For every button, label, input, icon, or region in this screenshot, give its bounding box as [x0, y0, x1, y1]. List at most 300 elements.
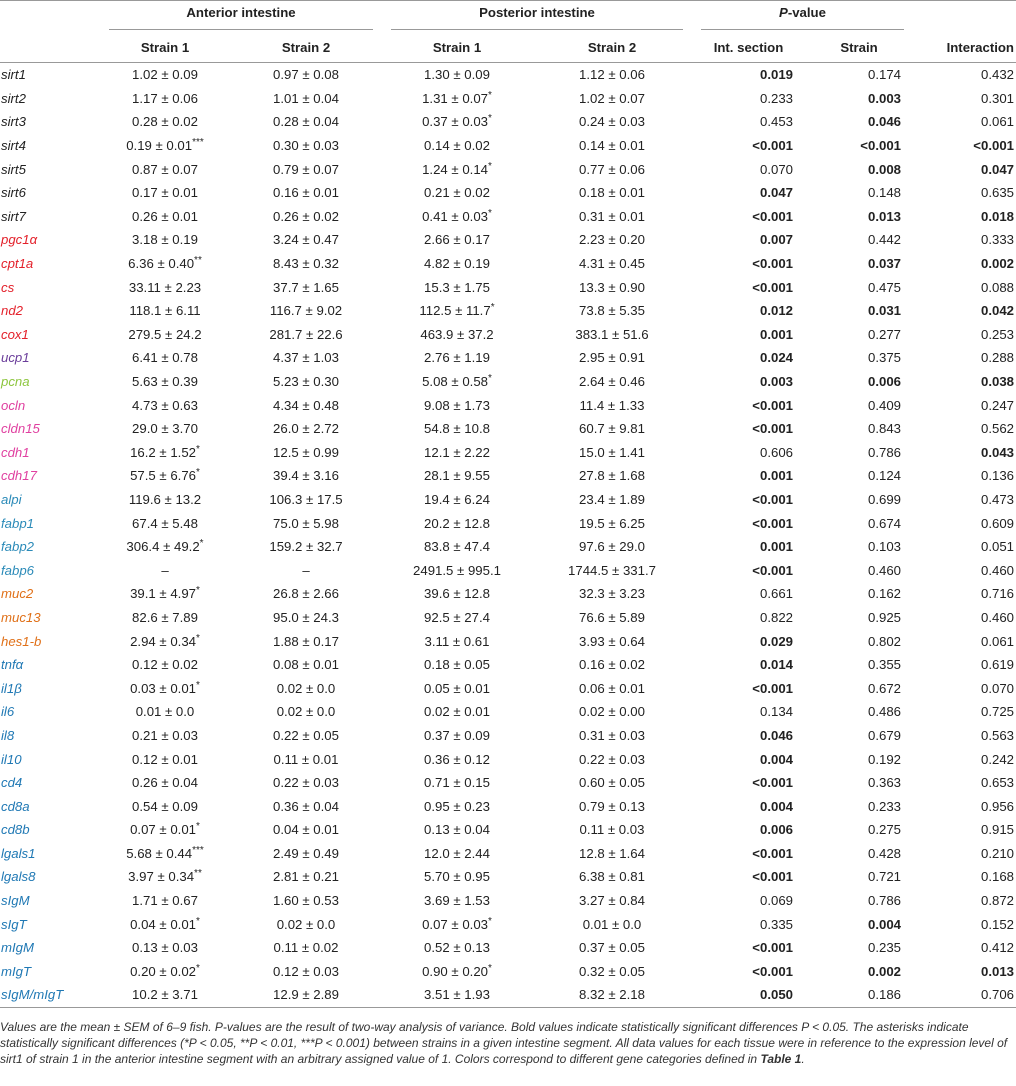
pvalue-interaction-cell: 0.038	[980, 374, 1014, 390]
anterior-strain1-cell: 6.36 ± 0.40**	[128, 255, 202, 272]
posterior-strain1-cell: 2491.5 ± 995.1	[413, 562, 501, 578]
anterior-strain2-cell: 0.12 ± 0.03	[273, 963, 339, 979]
posterior-strain1-cell: 1.24 ± 0.14*	[422, 160, 492, 177]
posterior-strain2-cell: 23.4 ± 1.89	[579, 491, 645, 507]
posterior-strain2-cell: 0.31 ± 0.03	[579, 727, 645, 743]
table-row	[0, 87, 1016, 111]
pvalue-interaction-cell: 0.136	[980, 468, 1014, 484]
anterior-strain2-cell: 8.43 ± 0.32	[273, 256, 339, 272]
pvalue-int-section-cell: 0.001	[759, 468, 793, 484]
pvalue-strain-cell: 0.004	[867, 916, 901, 932]
posterior-strain2-cell: 0.14 ± 0.01	[579, 138, 645, 154]
posterior-strain2-cell: 0.02 ± 0.00	[579, 704, 645, 720]
posterior-strain1-cell: 0.41 ± 0.03*	[422, 207, 492, 224]
anterior-strain2-cell: 2.49 ± 0.49	[273, 845, 339, 861]
pvalue-int-section-cell: 0.014	[759, 657, 793, 673]
gene-cell: mIgT	[1, 963, 32, 979]
table-row	[0, 629, 1016, 653]
gene-cell: il1β	[1, 680, 22, 696]
anterior-strain2-cell: 1.01 ± 0.04	[273, 90, 339, 106]
pvalue-interaction-cell: 0.956	[980, 798, 1014, 814]
posterior-strain1-cell: 19.4 ± 6.24	[424, 491, 490, 507]
pvalue-strain-cell: 0.699	[867, 491, 901, 507]
posterior-strain2-cell: 0.79 ± 0.13	[579, 798, 645, 814]
anterior-strain2-cell: 0.28 ± 0.04	[273, 114, 339, 130]
anterior-strain1-cell: 0.26 ± 0.04	[132, 775, 198, 791]
anterior-strain2-cell: 12.5 ± 0.99	[273, 444, 339, 460]
anterior-strain2-cell: 1.88 ± 0.17	[273, 633, 339, 649]
posterior-strain1-cell: 0.18 ± 0.05	[424, 657, 490, 673]
pvalue-interaction-cell: 0.247	[980, 397, 1014, 413]
posterior-strain2-cell: 60.7 ± 9.81	[579, 421, 645, 437]
posterior-strain1-cell: 12.0 ± 2.44	[424, 845, 490, 861]
posterior-strain1-cell: 3.51 ± 1.93	[382, 983, 532, 1007]
pvalue-interaction-cell: 0.061	[980, 114, 1014, 130]
posterior-strain1-cell: 12.1 ± 2.22	[424, 444, 490, 460]
anterior-strain1-cell: 118.1 ± 6.11	[129, 303, 201, 319]
pvalue-interaction-cell: 0.242	[980, 751, 1014, 767]
posterior-strain2-cell: 12.8 ± 1.64	[579, 845, 645, 861]
table-row	[0, 535, 1016, 559]
pvalue-strain-cell: 0.192	[867, 751, 901, 767]
table-row	[0, 205, 1016, 229]
posterior-strain1-cell: 0.95 ± 0.23	[424, 798, 490, 814]
pvalue-int-section-cell: 0.046	[759, 727, 793, 743]
pvalue-int-section-cell: <0.001	[752, 256, 793, 272]
table-row	[0, 370, 1016, 394]
posterior-strain1-cell: 5.70 ± 0.95	[424, 869, 490, 885]
significance-asterisk: *	[196, 632, 200, 644]
pvalue-strain-cell: 0.046	[867, 114, 901, 130]
posterior-strain2-cell: 4.31 ± 0.45	[579, 256, 645, 272]
pvalue-int-section-cell: 0.606	[759, 444, 793, 460]
pvalue-strain-cell: 0.275	[867, 822, 901, 838]
anterior-strain1-cell: 0.28 ± 0.02	[132, 114, 198, 130]
posterior-strain2-cell: 6.38 ± 0.81	[579, 869, 645, 885]
anterior-strain1-cell: 4.73 ± 0.63	[132, 397, 198, 413]
pvalue-interaction-cell: 0.635	[980, 185, 1014, 201]
posterior-strain1-cell: 2.76 ± 1.19	[424, 350, 490, 366]
pvalue-strain-cell: 0.174	[867, 67, 901, 83]
table-row	[0, 842, 1016, 866]
gene-cell: il8	[1, 727, 15, 743]
table-row	[0, 110, 1016, 134]
posterior-strain2-cell: 8.32 ± 2.18	[532, 983, 692, 1007]
pvalue-int-section-cell: 0.822	[759, 609, 793, 625]
pvalue-interaction-cell: 0.460	[980, 609, 1014, 625]
posterior-strain1-cell: 0.52 ± 0.13	[424, 940, 490, 956]
significance-asterisk: *	[488, 207, 492, 219]
significance-asterisk: *	[199, 538, 204, 550]
pvalue-interaction-cell: 0.210	[980, 845, 1014, 861]
anterior-strain1-cell: 0.03 ± 0.01*	[130, 679, 200, 696]
anterior-strain2-cell: 4.34 ± 0.48	[273, 397, 339, 413]
posterior-strain2-cell: 0.16 ± 0.02	[579, 657, 645, 673]
gene-cell: cd8b	[1, 822, 30, 838]
posterior-strain1-cell: 1.31 ± 0.07*	[422, 89, 492, 106]
pvalue-interaction-cell: 0.018	[980, 208, 1014, 224]
gene-cell: mIgM	[1, 940, 34, 956]
posterior-strain1-cell: 3.11 ± 0.61	[424, 633, 490, 649]
significance-asterisk: *	[196, 679, 200, 691]
posterior-strain1-cell: 0.21 ± 0.02	[424, 185, 490, 201]
pvalue-interaction-cell: 0.301	[980, 90, 1014, 106]
col-header-int-section: Int. section	[692, 33, 805, 63]
anterior-strain1-cell: 0.87 ± 0.07	[132, 161, 198, 177]
anterior-strain2-cell: 2.81 ± 0.21	[273, 869, 339, 885]
gene-cell: muc13	[1, 609, 41, 625]
significance-asterisk: **	[194, 255, 202, 267]
anterior-strain1-cell: 29.0 ± 3.70	[132, 421, 198, 437]
col-header-interaction: Interaction	[913, 33, 1016, 63]
pvalue-interaction-cell: 0.653	[980, 775, 1014, 791]
pvalue-strain-cell: 0.148	[867, 185, 901, 201]
table-footnote: Values are the mean ± SEM of 6–9 fish. P-values are the result of two-way analysis of variance. Bold values indicate statistically significant differences P < 0.05. The asterisks indicate statistically significant differences (*P < 0.05, **P < 0.01, ***P < 0.001) between strains in a given intestine segment. All data values for each tissue were in reference to the expression level of sirt1 of strain 1 in the anterior intestine segment with an arbitrary assigned value of 1. Colors correspond to different gene categories defined in Table 1.	[0, 1020, 1008, 1066]
posterior-strain2-cell: 32.3 ± 3.23	[579, 586, 645, 602]
gene-cell: sirt4	[1, 138, 26, 154]
pvalue-int-section-cell: <0.001	[752, 208, 793, 224]
table-row	[0, 157, 1016, 181]
table-row	[0, 936, 1016, 960]
pvalue-strain-cell: 0.721	[867, 869, 901, 885]
anterior-strain2-cell: 1.60 ± 0.53	[273, 893, 339, 909]
anterior-strain1-cell: 3.18 ± 0.19	[132, 232, 198, 248]
pvalue-interaction-cell: 0.061	[980, 633, 1014, 649]
anterior-strain2-cell: 0.04 ± 0.01	[273, 822, 339, 838]
pvalue-strain-cell: 0.031	[867, 303, 901, 319]
table-row	[0, 417, 1016, 441]
pvalue-int-section-cell: <0.001	[752, 397, 793, 413]
gene-cell: ucp1	[1, 350, 30, 366]
posterior-strain1-cell: 2.66 ± 0.17	[424, 232, 490, 248]
anterior-strain2-cell: 106.3 ± 17.5	[269, 491, 343, 507]
posterior-strain1-cell: 0.71 ± 0.15	[424, 775, 490, 791]
pvalue-interaction-cell: 0.288	[980, 350, 1014, 366]
anterior-strain2-cell: 281.7 ± 22.6	[269, 326, 343, 342]
pvalue-interaction-cell: 0.473	[980, 491, 1014, 507]
anterior-strain2-cell: 0.36 ± 0.04	[273, 798, 339, 814]
anterior-strain1-cell: 0.01 ± 0.0	[135, 704, 195, 720]
group-header-posterior: Posterior intestine	[382, 1, 692, 34]
pvalue-int-section-cell: 0.012	[759, 303, 793, 319]
significance-asterisk: *	[196, 443, 200, 455]
anterior-strain1-cell: 3.97 ± 0.34**	[128, 868, 202, 885]
posterior-strain1-cell: 9.08 ± 1.73	[424, 397, 490, 413]
pvalue-int-section-cell: 0.453	[759, 114, 793, 130]
anterior-strain1-cell: 57.5 ± 6.76*	[130, 467, 200, 484]
pvalue-strain-cell: 0.008	[867, 161, 901, 177]
posterior-strain1-cell: 1.30 ± 0.09	[424, 67, 490, 83]
posterior-strain2-cell: 0.06 ± 0.01	[579, 680, 645, 696]
pvalue-strain-cell: 0.235	[867, 940, 901, 956]
posterior-strain2-cell: 0.77 ± 0.06	[579, 161, 645, 177]
posterior-strain2-cell: 97.6 ± 29.0	[579, 539, 645, 555]
pvalue-int-section-cell: <0.001	[752, 421, 793, 437]
anterior-strain1-cell: 0.04 ± 0.01*	[130, 915, 200, 932]
significance-asterisk: **	[194, 868, 202, 880]
anterior-strain2-cell: 116.7 ± 9.02	[269, 303, 343, 319]
gene-cell: cd8a	[1, 798, 30, 814]
pvalue-int-section-cell: 0.007	[759, 232, 793, 248]
posterior-strain2-cell: 15.0 ± 1.41	[579, 444, 645, 460]
gene-cell: pgc1α	[1, 232, 38, 248]
pvalue-interaction-cell: 0.253	[980, 326, 1014, 342]
posterior-strain1-cell: 83.8 ± 47.4	[424, 539, 490, 555]
significance-asterisk: *	[488, 373, 492, 385]
posterior-strain1-cell: 5.08 ± 0.58*	[422, 373, 492, 390]
posterior-strain1-cell: 54.8 ± 10.8	[424, 421, 490, 437]
table-row	[0, 228, 1016, 252]
posterior-strain1-cell: 0.14 ± 0.02	[424, 138, 490, 154]
significance-asterisk: *	[196, 467, 200, 479]
pvalue-int-section-cell: <0.001	[752, 680, 793, 696]
significance-asterisk: *	[488, 113, 492, 125]
col-header-anterior-strain2: Strain 2	[230, 33, 382, 63]
table-row	[0, 983, 1016, 1007]
anterior-strain1-cell: 5.63 ± 0.39	[132, 374, 198, 390]
gene-cell: tnfα	[1, 657, 24, 673]
gene-cell: nd2	[1, 303, 24, 319]
posterior-strain2-cell: 3.93 ± 0.64	[579, 633, 645, 649]
significance-asterisk: *	[490, 302, 495, 314]
anterior-strain1-cell: 5.68 ± 0.44***	[126, 844, 204, 861]
pvalue-int-section-cell: <0.001	[752, 491, 793, 507]
pvalue-int-section-cell: <0.001	[752, 515, 793, 531]
pvalue-interaction-cell: 0.047	[980, 161, 1014, 177]
pvalue-strain-cell: 0.355	[867, 657, 901, 673]
anterior-strain1-cell: 119.6 ± 13.2	[128, 491, 202, 507]
table-row	[0, 606, 1016, 630]
posterior-strain2-cell: 2.95 ± 0.91	[579, 350, 645, 366]
pvalue-strain-cell: 0.277	[867, 326, 901, 342]
pvalue-strain-cell: 0.428	[867, 845, 901, 861]
pvalue-int-section-cell: 0.050	[692, 983, 805, 1007]
posterior-strain2-cell: 0.11 ± 0.03	[579, 822, 645, 838]
anterior-strain2-cell: 0.79 ± 0.07	[273, 161, 339, 177]
posterior-strain1-cell: 0.02 ± 0.01	[424, 704, 490, 720]
pvalue-int-section-cell: <0.001	[752, 775, 793, 791]
gene-cell: cdh17	[1, 468, 37, 484]
posterior-strain1-cell: 3.69 ± 1.53	[424, 893, 490, 909]
table-row	[0, 181, 1016, 205]
anterior-strain2-cell: 0.97 ± 0.08	[273, 67, 339, 83]
significance-asterisk: *	[488, 160, 492, 172]
posterior-strain2-cell: 0.32 ± 0.05	[579, 963, 645, 979]
gene-cell: sirt1	[1, 67, 26, 83]
pvalue-strain-cell: 0.475	[867, 279, 901, 295]
pvalue-strain-cell: 0.786	[867, 893, 901, 909]
anterior-strain2-cell: 5.23 ± 0.30	[273, 374, 339, 390]
table-row	[0, 865, 1016, 889]
pvalue-int-section-cell: <0.001	[752, 940, 793, 956]
anterior-strain2-cell: 0.11 ± 0.01	[273, 751, 339, 767]
table-row	[0, 346, 1016, 370]
gene-cell: cs	[1, 279, 15, 295]
pvalue-interaction-cell: <0.001	[973, 138, 1014, 154]
anterior-strain2-cell: 0.02 ± 0.0	[276, 704, 336, 720]
posterior-strain1-cell: 39.6 ± 12.8	[424, 586, 490, 602]
gene-cell: sirt3	[1, 114, 26, 130]
table-row	[0, 393, 1016, 417]
anterior-strain1-cell: 279.5 ± 24.2	[128, 326, 202, 342]
pvalue-int-section-cell: <0.001	[752, 845, 793, 861]
gene-cell: sirt7	[1, 208, 26, 224]
pvalue-strain-cell: 0.124	[867, 468, 901, 484]
posterior-strain2-cell: 0.31 ± 0.01	[579, 208, 645, 224]
pvalue-int-section-cell: 0.024	[759, 350, 793, 366]
group-header-pvalue: P-value	[692, 1, 913, 34]
table-row	[0, 511, 1016, 535]
pvalue-int-section-cell: <0.001	[752, 963, 793, 979]
pvalue-int-section-cell: 0.233	[759, 90, 793, 106]
gene-cell: cpt1a	[1, 256, 34, 272]
anterior-strain2-cell: 0.16 ± 0.01	[273, 185, 339, 201]
pvalue-interaction-cell: 0.619	[980, 657, 1014, 673]
posterior-strain2-cell: 0.37 ± 0.05	[579, 940, 645, 956]
anterior-strain2-cell: 0.02 ± 0.0	[276, 916, 336, 932]
pvalue-interaction-cell: 0.333	[980, 232, 1014, 248]
posterior-strain1-cell: 20.2 ± 12.8	[424, 515, 490, 531]
pvalue-strain-cell: 0.363	[867, 775, 901, 791]
posterior-strain2-cell: 383.1 ± 51.6	[575, 326, 649, 342]
posterior-strain2-cell: 76.6 ± 5.89	[579, 609, 645, 625]
gene-cell: sIgM/mIgT	[0, 983, 100, 1007]
gene-cell: lgals1	[1, 845, 36, 861]
table-row	[0, 464, 1016, 488]
anterior-strain2-cell: –	[302, 562, 310, 578]
gene-cell: cox1	[1, 326, 29, 342]
group-header-anterior: Anterior intestine	[100, 1, 382, 34]
pvalue-int-section-cell: 0.335	[759, 916, 793, 932]
anterior-strain1-cell: –	[161, 562, 169, 578]
gene-cell: fabp6	[1, 562, 35, 578]
table-row	[0, 700, 1016, 724]
table-row	[0, 676, 1016, 700]
pvalue-interaction-cell: 0.562	[980, 421, 1014, 437]
table-row	[0, 252, 1016, 276]
anterior-strain2-cell: 3.24 ± 0.47	[273, 232, 339, 248]
posterior-strain1-cell: 0.05 ± 0.01	[424, 680, 490, 696]
table-row	[0, 724, 1016, 748]
anterior-strain1-cell: 1.17 ± 0.06	[132, 90, 198, 106]
posterior-strain1-cell: 15.3 ± 1.75	[424, 279, 490, 295]
pvalue-strain-cell: 0.679	[867, 727, 901, 743]
anterior-strain2-cell: 0.30 ± 0.03	[273, 138, 339, 154]
posterior-strain1-cell: 28.1 ± 9.55	[424, 468, 490, 484]
posterior-strain2-cell: 2.23 ± 0.20	[579, 232, 645, 248]
significance-asterisk: *	[488, 89, 492, 101]
posterior-strain1-cell: 0.13 ± 0.04	[424, 822, 490, 838]
pvalue-int-section-cell: 0.006	[759, 822, 793, 838]
pvalue-strain-cell: 0.786	[867, 444, 901, 460]
pvalue-int-section-cell: 0.019	[759, 67, 793, 83]
anterior-strain2-cell: 39.4 ± 3.16	[273, 468, 339, 484]
significance-asterisk: *	[196, 585, 200, 597]
pvalue-int-section-cell: 0.003	[759, 374, 793, 390]
anterior-strain2-cell: 4.37 ± 1.03	[273, 350, 339, 366]
posterior-strain1-cell: 92.5 ± 27.4	[424, 609, 490, 625]
posterior-strain1-cell: 0.90 ± 0.20*	[422, 962, 492, 979]
significance-asterisk: *	[488, 962, 492, 974]
table-row	[0, 747, 1016, 771]
col-header-strain: Strain	[805, 33, 913, 63]
anterior-strain1-cell: 33.11 ± 2.23	[128, 279, 202, 295]
pvalue-interaction-cell: 0.013	[980, 963, 1014, 979]
pvalue-int-section-cell: <0.001	[752, 869, 793, 885]
pvalue-strain-cell: 0.186	[805, 983, 913, 1007]
posterior-strain1-cell: 112.5 ± 11.7*	[419, 302, 495, 319]
anterior-strain1-cell: 0.17 ± 0.01	[132, 185, 198, 201]
posterior-strain2-cell: 0.24 ± 0.03	[579, 114, 645, 130]
significance-asterisk: *	[196, 821, 200, 833]
significance-asterisk: *	[488, 915, 492, 927]
pvalue-strain-cell: 0.925	[867, 609, 901, 625]
pvalue-strain-cell: 0.486	[867, 704, 901, 720]
pvalue-interaction-cell: 0.563	[980, 727, 1014, 743]
table-row	[0, 960, 1016, 984]
pvalue-strain-cell: 0.375	[867, 350, 901, 366]
pvalue-strain-cell: 0.843	[867, 421, 901, 437]
pvalue-int-section-cell: <0.001	[752, 562, 793, 578]
anterior-strain2-cell: 159.2 ± 32.7	[269, 539, 343, 555]
pvalue-interaction-cell: 0.051	[980, 539, 1014, 555]
significance-asterisk: *	[196, 915, 200, 927]
posterior-strain1-cell: 0.07 ± 0.03*	[422, 915, 492, 932]
pvalue-interaction-cell: 0.609	[980, 515, 1014, 531]
posterior-strain2-cell: 19.5 ± 6.25	[579, 515, 645, 531]
pvalue-strain-cell: 0.006	[867, 374, 901, 390]
anterior-strain2-cell: 12.9 ± 2.89	[230, 983, 382, 1007]
table-row	[0, 488, 1016, 512]
posterior-strain2-cell: 13.3 ± 0.90	[579, 279, 645, 295]
pvalue-strain-cell: 0.409	[867, 397, 901, 413]
anterior-strain1-cell: 0.20 ± 0.02*	[130, 962, 200, 979]
anterior-strain1-cell: 16.2 ± 1.52*	[130, 443, 200, 460]
pvalue-strain-cell: 0.013	[867, 208, 901, 224]
anterior-strain1-cell: 0.19 ± 0.01***	[126, 137, 204, 154]
pvalue-int-section-cell: 0.004	[759, 798, 793, 814]
anterior-strain1-cell: 6.41 ± 0.78	[132, 350, 198, 366]
pvalue-interaction-cell: 0.716	[980, 586, 1014, 602]
table-row	[0, 558, 1016, 582]
anterior-strain2-cell: 0.26 ± 0.02	[273, 208, 339, 224]
anterior-strain2-cell: 26.8 ± 2.66	[273, 586, 339, 602]
gene-cell: il10	[1, 751, 22, 767]
gene-cell: fabp2	[1, 539, 35, 555]
table-row	[0, 912, 1016, 936]
posterior-strain2-cell: 0.60 ± 0.05	[579, 775, 645, 791]
pvalue-strain-cell: 0.233	[867, 798, 901, 814]
pvalue-strain-cell: 0.674	[867, 515, 901, 531]
posterior-strain2-cell: 0.18 ± 0.01	[579, 185, 645, 201]
pvalue-int-section-cell: 0.004	[759, 751, 793, 767]
anterior-strain2-cell: 26.0 ± 2.72	[273, 421, 339, 437]
anterior-strain1-cell: 306.4 ± 49.2*	[126, 538, 204, 555]
anterior-strain1-cell: 0.13 ± 0.03	[132, 940, 198, 956]
posterior-strain2-cell: 1744.5 ± 331.7	[568, 562, 656, 578]
pvalue-interaction-cell: 0.725	[980, 704, 1014, 720]
pvalue-strain-cell: 0.460	[867, 562, 901, 578]
pvalue-strain-cell: 0.802	[867, 633, 901, 649]
anterior-strain2-cell: 0.02 ± 0.0	[276, 680, 336, 696]
posterior-strain2-cell: 73.8 ± 5.35	[579, 303, 645, 319]
posterior-strain2-cell: 1.12 ± 0.06	[579, 67, 645, 83]
anterior-strain1-cell: 1.02 ± 0.09	[132, 67, 198, 83]
posterior-strain1-cell: 0.36 ± 0.12	[424, 751, 490, 767]
anterior-strain1-cell: 0.07 ± 0.01*	[130, 821, 200, 838]
anterior-strain1-cell: 1.71 ± 0.67	[132, 893, 198, 909]
table-row	[0, 275, 1016, 299]
